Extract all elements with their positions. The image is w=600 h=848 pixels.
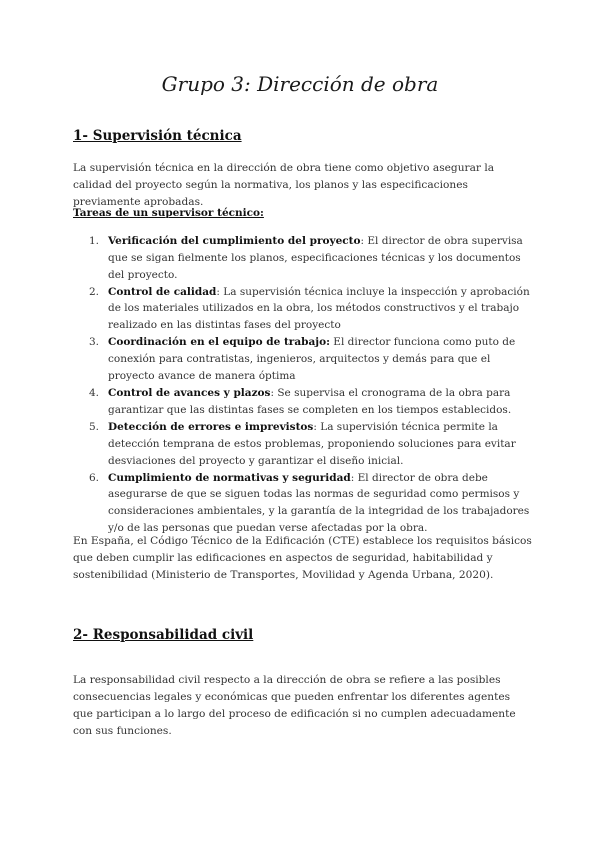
task-label: Detección de errores e imprevistos (108, 420, 314, 433)
section-1-closing: En España, el Código Técnico de la Edificación (CTE) establece los requisitos básicos que deben cumplir las edificaciones en aspectos de seguridad, habitabilidad y sostenibilidad (Ministerio de Transportes, Movilidad y Agenda Urbana, 2020). (73, 535, 532, 581)
task-label: Verificación del cumplimiento del proyecto (108, 235, 361, 247)
task-item: 4. Control de avances y plazos: Se supervisa el cronograma de la obra para garantizar que las distintas fases se completen en los tiempos establecidos. (89, 387, 512, 416)
task-item: 3. Coordinación en el equipo de trabajo: El director funciona como puto de conexión para contratistas, ingenieros, arquitectos y demás para que el proyecto avance de manera óptima (89, 336, 516, 382)
section-1-heading: 1- Supervisión técnica (73, 128, 242, 144)
task-item: 1. Verificación del cumplimiento del proyecto: El director de obra supervisa que se sigan fielmente los planos, especificaciones técnicas y los documentos del proyecto. (89, 235, 523, 281)
task-label: Control de calidad (108, 285, 217, 298)
section-2-body: La responsabilidad civil respecto a la dirección de obra se refiere a las posibles consecuencias legales y económicas que pueden enfrentar los diferentes agentes que participan a lo largo del proceso de edificación si no cumplen adecuadamente con sus funciones. (73, 674, 516, 737)
document-title: Grupo 3: Dirección de obra (161, 72, 439, 96)
tasks-list (73, 233, 533, 537)
task-item: 6. Cumplimiento de normativas y seguridad: El director de obra debe asegurarse de que se siguen todas las normas de seguridad como permisos y consideraciones ambientales, y la garantía de la integridad de los trabajadores y/o de las personas que puedan verse afectadas por la obra. (89, 471, 530, 535)
section-2-heading: 2- Responsabilidad civil (73, 627, 254, 643)
task-label: Cumplimiento de normativas y seguridad (108, 471, 351, 484)
task-label: Control de avances y plazos (108, 387, 271, 400)
task-item: 5. Detección de errores e imprevistos: La supervisión técnica permite la detección temprana de estos problemas, proponiendo soluciones para evitar desviaciones del proyecto y garantizar el diseño inicial. (89, 420, 516, 467)
task-label: Coordinación en el equipo de trabajo: (108, 336, 330, 349)
task-item: 2. Control de calidad: La supervisión técnica incluye la inspección y aprobación de los materiales utilizados en la obra, los métodos constructivos y el trabajo realizado en las distintas fases del proyecto (89, 285, 530, 332)
tasks-heading: Tareas de un supervisor técnico: (73, 207, 264, 219)
section-1-intro: La supervisión técnica en la dirección de obra tiene como objetivo asegurar la calidad del proyecto según la normativa, los planos y las especificaciones previamente aprobadas. (73, 162, 495, 208)
